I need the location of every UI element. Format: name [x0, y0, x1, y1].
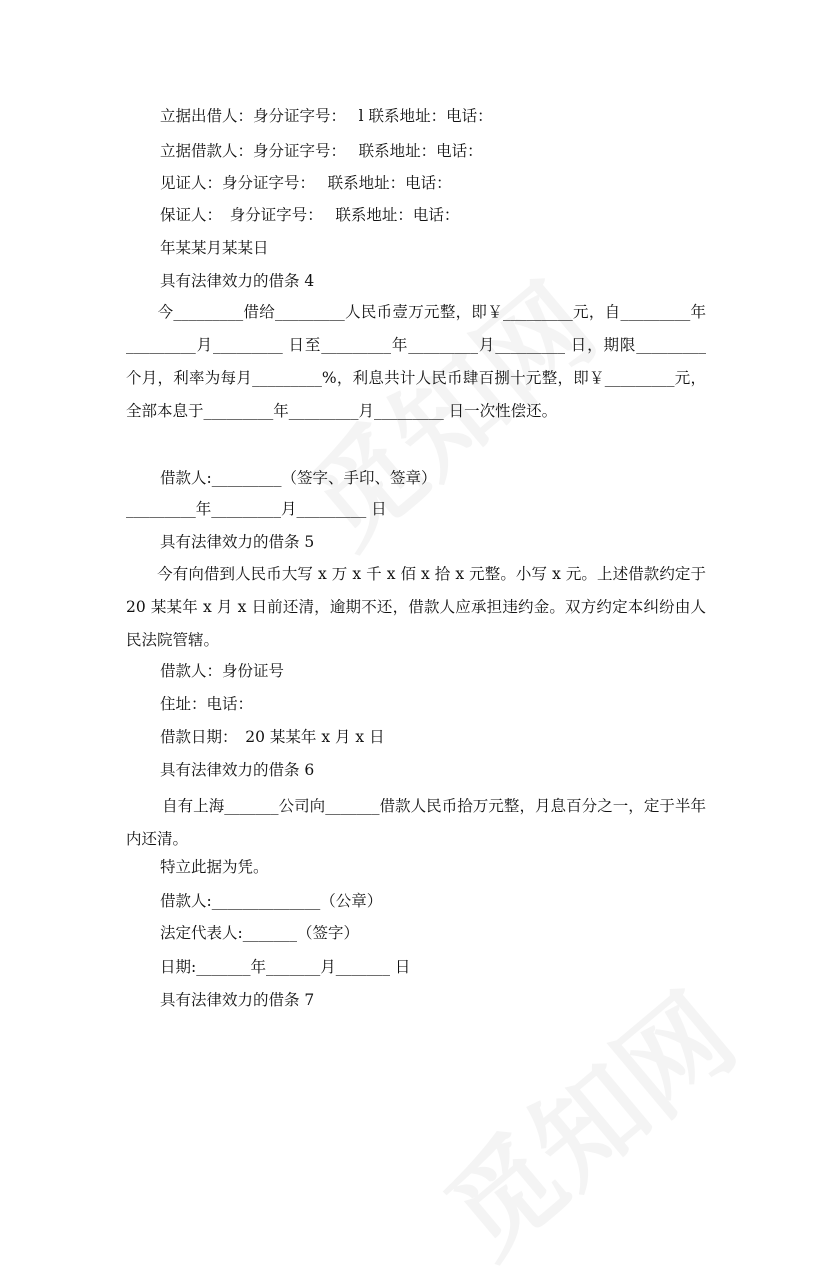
iou-4-signature: 借款人:_________（签字、手印、签章）: [160, 469, 437, 487]
iou-5-address: 住址：电话：: [160, 695, 254, 713]
iou-6-date: 日期:_______年_______月_______ 日: [160, 958, 411, 976]
iou-5-borrower-id: 借款人：身份证号: [160, 662, 285, 680]
section-heading-5: 具有法律效力的借条 5: [160, 533, 315, 551]
witness-info-line: 见证人：身分证字号： 联系地址：电话：: [160, 174, 452, 192]
guarantor-info-line: 保证人： 身分证字号： 联系地址：电话：: [160, 206, 460, 224]
date-line: 年某某月某某日: [160, 239, 269, 257]
section-heading-4: 具有法律效力的借条 4: [160, 272, 315, 290]
section-heading-7: 具有法律效力的借条 7: [160, 991, 315, 1009]
iou-6-legal-rep: 法定代表人:_______（签字）: [160, 924, 359, 942]
iou-6-borrower-seal: 借款人:______________（公章）: [160, 892, 383, 910]
iou-6-attestation: 特立此据为凭。: [160, 858, 269, 876]
iou-5-loan-date: 借款日期： 20 某某年 x 月 x 日: [160, 728, 385, 746]
watermark: [408, 952, 762, 1285]
section-heading-6: 具有法律效力的借条 6: [160, 761, 315, 779]
borrower-info-line: 立据借款人：身分证字号： 联系地址：电话：: [160, 142, 483, 160]
iou-4-paragraph: 今_________借给_________人民币壹万元整，即￥_________元，自_________年_________月_________ 日至_________年_________月_________ 日，期限_________个月，利率为每月_________%，利息共计人民币肆百捌十元整，即￥_________元，全部本息于_________年_________月_________ 日一次性偿还。: [126, 303, 706, 420]
iou-5-paragraph: 今有向借到人民币大写 x 万 x 千 x 佰 x 拾 x 元整。小写 x 元。上述借款约定于 20 某某年 x 月 x 日前还清，逾期不还，借款人应承担违约金。双方约定本纠纷由人民法院管辖。: [126, 565, 706, 649]
iou-6-paragraph: 自有上海_______公司向_______借款人民币拾万元整，月息百分之一，定于半年内还清。: [126, 797, 706, 848]
iou-4-date: _________年_________月_________ 日: [126, 500, 387, 518]
lender-info-line: 立据出借人：身分证字号： l 联系地址：电话：: [160, 107, 493, 125]
